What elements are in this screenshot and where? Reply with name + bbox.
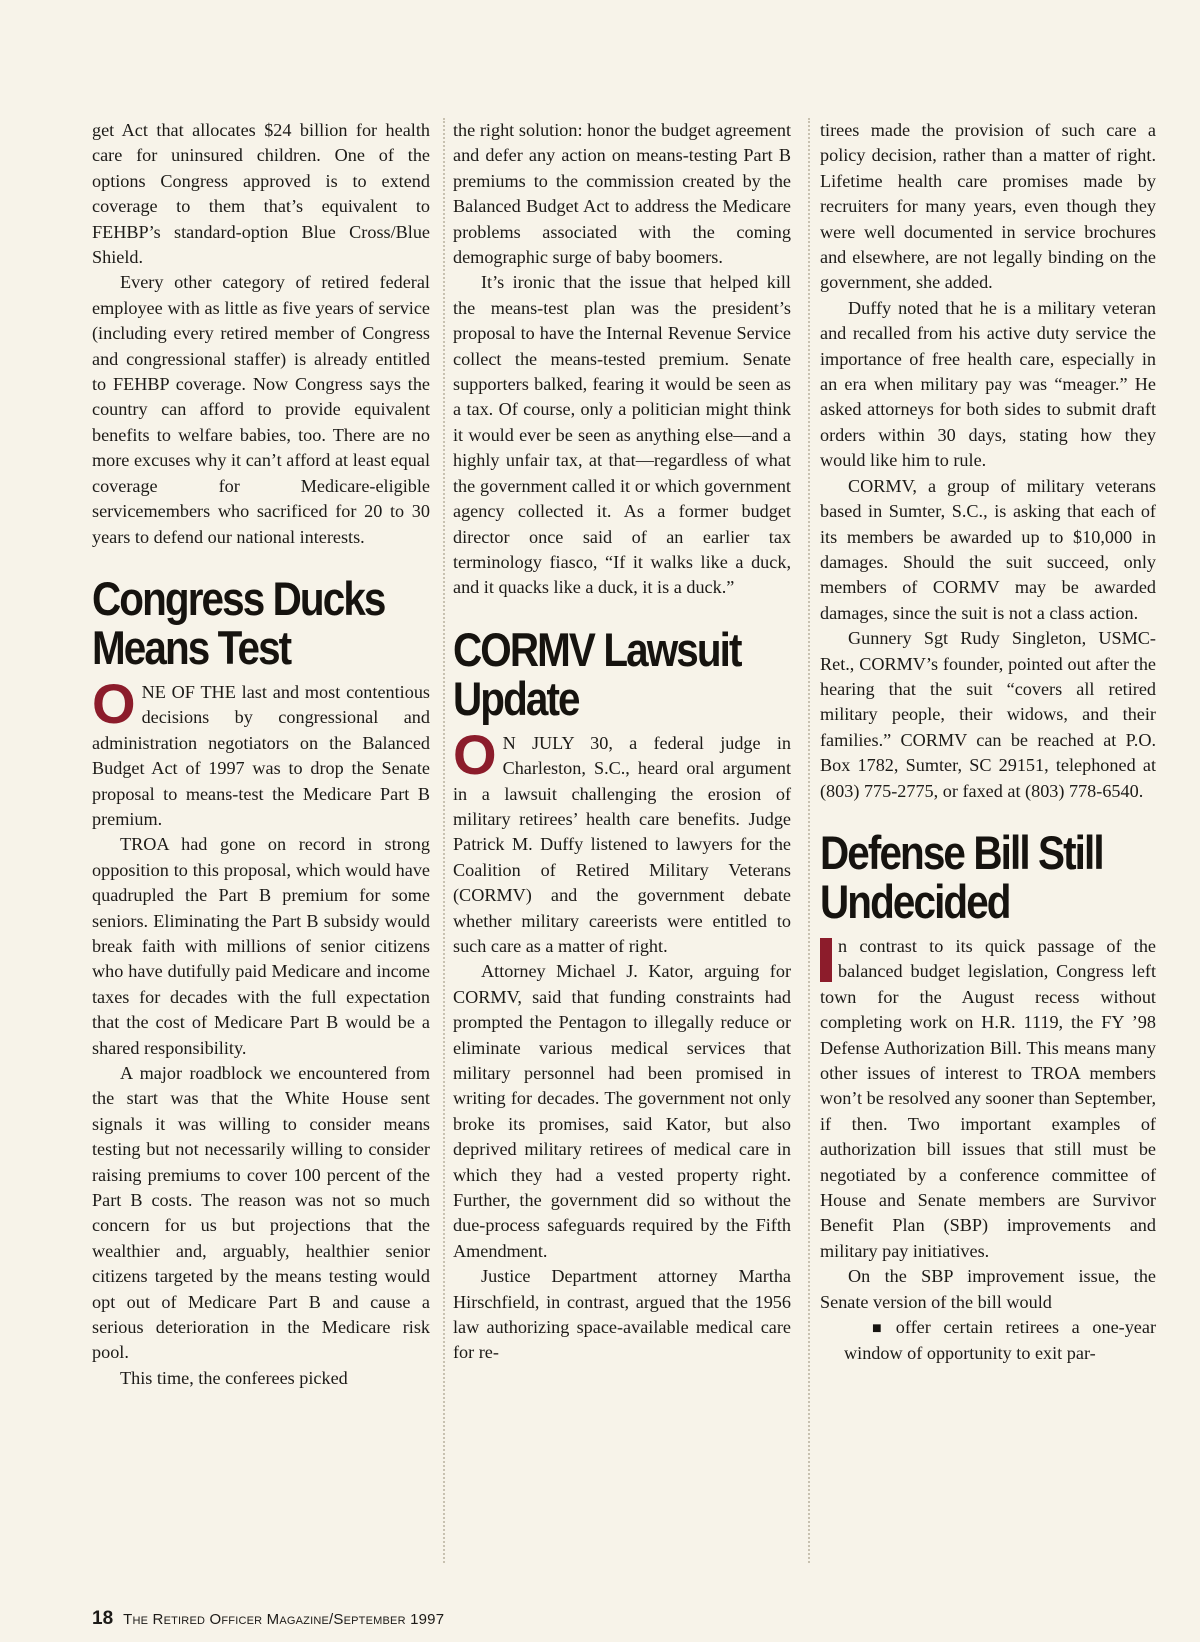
paragraph: Justice Department attorney Martha Hirschfield, in contrast, argued that the 1956 law authorizing space-available medical care for re-: [453, 1266, 791, 1363]
square-bullet-icon: ■: [872, 1320, 890, 1338]
paragraph: Attorney Michael J. Kator, arguing for CORMV, said that funding constraints had prompted the Pentagon to illegally reduce or eliminate various medical services that military personnel had been promised in writing for decades. The government not only broke its promises, said Kator, but also deprived military retirees of medical care in which they had a vested property right. Further, the government did so without the due-process safeguards required by the Fifth Amendment.: [453, 961, 791, 1261]
lead-in: NE OF THE: [141, 681, 236, 702]
bullet-item: [820, 1315, 1156, 1367]
paragraph: This time, the conferees picked: [120, 1367, 348, 1388]
section-heading-cormv: CORMV Lawsuit Update: [453, 622, 741, 725]
paragraph: A major roadblock we encountered from the start was that the White House sent signals it was willing to consider means testing but not necessarily willing to consider raising premiums to cover 100 percent of the Part B costs. The reason was not so much concern for us but projections that the wealthier and, arguably, healthier senior citizens targeted by the means testing would opt out of Medicare Part B and cause a serious deterioration in the Medicare risk pool.: [92, 1063, 430, 1363]
paragraph: [92, 671, 430, 832]
column-2: [453, 118, 791, 1366]
paragraph: Every other category of retired federal employee with as little as five years of service (including every retired member of Congress and congressional staffer) is already entitled to FEHBP coverage. Now Congress says the country can afford to provide equivalent benefits to welfare babies, too. There are no more excuses why it can’t afford at least equal coverage for Medicare-eligible servicemembers who sacrificed for 20 to 30 years to defend our national interests.: [92, 272, 430, 547]
column-3: [820, 118, 1156, 1367]
paragraph-text: n contrast to its quick passage of the balanced budget legislation, Congress left town for the August recess without completing work on H.R. 1119, the FY ’98 Defense Authorization Bill. This means many other issues of interest to TROA members won’t be resolved any sooner than September, if then. Two important examples of authorization bill issues that still must be negotiated by a conference committee of House and Senate members are Survivor Benefit Plan (SBP) improvements and military pay initiatives.: [820, 935, 1156, 1261]
column-divider: [443, 118, 445, 1563]
paragraph-text: a federal judge in Charleston, S.C., heard oral argument in a lawsuit challenging the erosion of military retirees’ health care benefits. Judge Patrick M. Duffy listened to lawyers for the Coalition of Retired Military Veterans (CORMV) and the government debate whether military careerists were entitled to such care as a matter of right.: [453, 732, 791, 956]
page-footer: [92, 1608, 444, 1630]
bullet-text: offer certain retirees a one-year window of opportunity to exit par-: [844, 1317, 1156, 1364]
paragraph: CORMV, a group of military veterans based in Sumter, S.C., is asking that each of its members be awarded up to $10,000 in damages. Should the suit succeed, only members of CORMV may be awarded damages, since the suit is not a class action.: [820, 475, 1156, 623]
paragraph: [820, 934, 1156, 1264]
drop-cap: O: [453, 722, 497, 786]
column-1: [92, 118, 430, 1391]
paragraph: get Act that allocates $24 billion for health care for uninsured children. One of the options Congress approved is to extend coverage to them that’s equivalent to FEHBP’s standard-option Blue Cross/Blue Shield.: [92, 120, 430, 268]
lead-in: N JULY 30,: [502, 732, 613, 753]
paragraph: On the SBP improvement issue, the Senate version of the bill would: [820, 1266, 1156, 1312]
paragraph: Duffy noted that he is a military veteran and recalled from his active duty service the importance of free health care, especially in an era when military pay was “meager.” He asked attorneys for both sides to submit draft orders within 30 days, stating how they would like him to rule.: [820, 297, 1156, 471]
paragraph-text: last and most contentious decisions by congressional and administration negotiators on the Balanced Budget Act of 1997 was to drop the Senate proposal to means-test the Medicare Part B premium.: [92, 681, 430, 829]
paragraph: TROA had gone on record in strong opposition to this proposal, which would have quadrupled the Part B premium for some seniors. Eliminating the Part B subsidy would break faith with millions of senior citizens who have dutifully paid Medicare and income taxes for decades with the full expectation that the cost of Medicare Part B would be a shared responsibility.: [92, 834, 430, 1058]
drop-cap-bar: [820, 938, 832, 982]
section-heading-defense-bill: Defense Bill Still Undecided: [820, 825, 1103, 928]
drop-cap: O: [92, 671, 136, 735]
column-divider: [808, 118, 810, 1563]
paragraph: It’s ironic that the issue that helped kill the means-test plan was the president’s proposal to have the Internal Revenue Service collect the means-tested premium. Senate supporters balked, fearing it would be seen as a tax. Of course, only a politician might think it would ever be seen as anything else—and a highly unfair tax, at that—regardless of what the government called it or which government agency collected it. As a former budget director once said of an earlier tax terminology fiasco, “If it walks like a duck, and it quacks like a duck, it is a duck.”: [453, 272, 791, 598]
page-number: 18: [92, 1608, 114, 1629]
paragraph: tirees made the provision of such care a policy decision, rather than a matter of right. Lifetime health care promises made by recruiters for many years, even though they were well documented in service brochures and elsewhere, are not legally binding on the government, she added.: [820, 120, 1156, 293]
paragraph: Gunnery Sgt Rudy Singleton, USMC-Ret., CORMV’s founder, pointed out after the hearing that the suit “covers all retired military people, their widows, and their families.” CORMV can be reached at P.O. Box 1782, Sumter, SC 29151, telephoned at (803) 775-2775, or faxed at (803) 778-6540.: [820, 628, 1156, 801]
paragraph: the right solution: honor the budget agreement and defer any action on means-testing Part B premiums to the commission created by the Balanced Budget Act to address the Medicare problems associated with the coming demographic surge of baby boomers.: [453, 120, 791, 268]
paragraph: [453, 722, 791, 960]
section-heading-means-test: Congress Ducks Means Test: [92, 571, 385, 674]
publication-line: The Retired Officer Magazine/September 1997: [123, 1611, 445, 1628]
